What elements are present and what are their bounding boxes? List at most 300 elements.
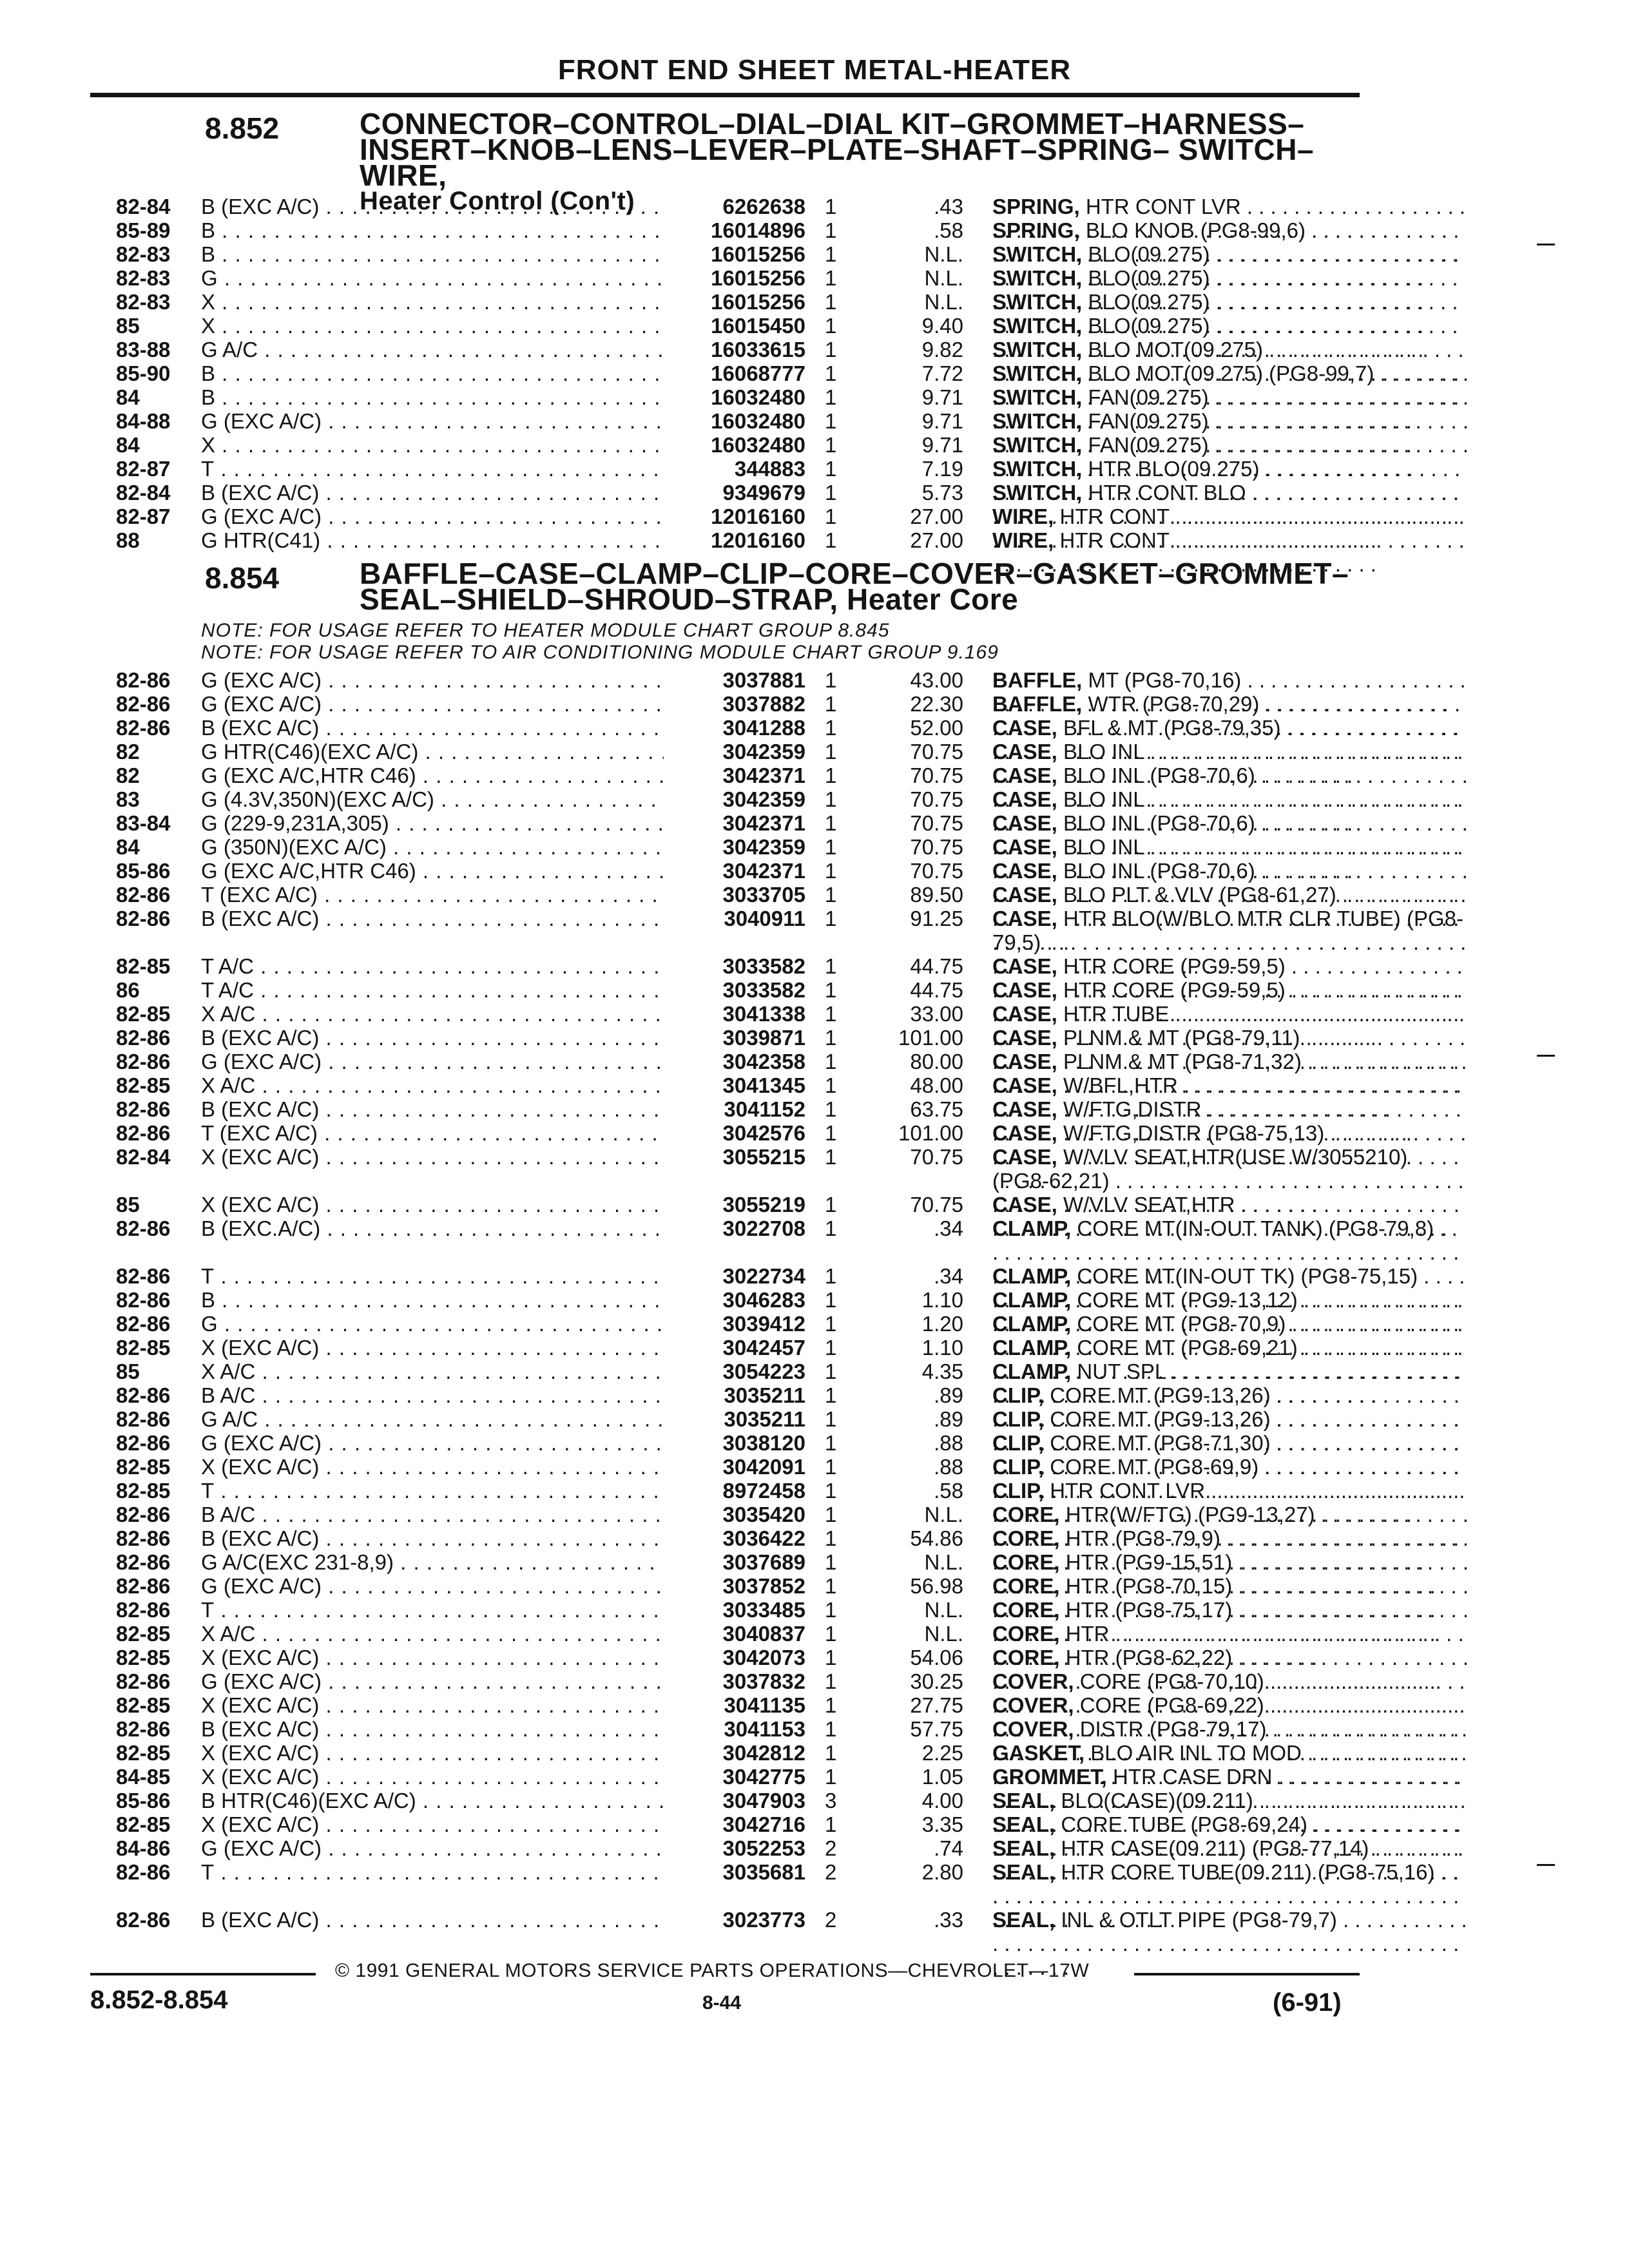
- part-detail: HTR CONT BLO: [1088, 481, 1246, 505]
- table-row: [116, 1765, 1353, 1789]
- model-years: 82-85: [116, 1812, 171, 1836]
- application: X A/C . . .: [201, 1622, 671, 1646]
- price: 89.50: [910, 883, 963, 907]
- price: 44.75: [910, 978, 963, 1002]
- part-detail: HTR CASE(09.211) (PG8-77,14): [1061, 1836, 1369, 1860]
- part-name: CLIP,: [992, 1407, 1045, 1431]
- part-detail: BLO(09.275): [1088, 242, 1210, 266]
- application: X (EXC A/C) . . .: [201, 1455, 671, 1479]
- application: G (EXC A/C) . . .: [201, 1431, 671, 1455]
- table-row: [116, 835, 1353, 859]
- quantity: 1: [825, 290, 837, 314]
- part-name: SWITCH,: [992, 290, 1083, 314]
- application: B (EXC A/C) . . .: [201, 1526, 671, 1550]
- part-name: COVER,: [992, 1717, 1074, 1741]
- part-detail: HTR (PG8-62,22): [1065, 1646, 1233, 1669]
- part-detail: CORE MT (PG9-13,26): [1050, 1383, 1271, 1407]
- price: 56.98: [910, 1574, 963, 1598]
- quantity: 1: [825, 1312, 837, 1336]
- table-row: [116, 1550, 1353, 1574]
- part-number: 3042358: [664, 1050, 805, 1073]
- model-years: 84-85: [116, 1765, 171, 1789]
- part-detail: MT (PG8-70,16): [1088, 668, 1242, 692]
- part-name: SWITCH,: [992, 457, 1083, 481]
- part-name: WIRE,: [992, 505, 1054, 528]
- part-detail: BLO INL: [1063, 835, 1144, 859]
- application: X (EXC A/C) . . .: [201, 1812, 671, 1836]
- application: X (EXC A/C) . . .: [201, 1646, 671, 1669]
- price: 101.00: [898, 1121, 963, 1145]
- part-number: 3042359: [664, 835, 805, 859]
- quantity: 1: [825, 314, 837, 338]
- table-row: [116, 1121, 1353, 1145]
- part-name: CASE,: [992, 1145, 1057, 1169]
- part-name: WIRE,: [992, 528, 1054, 552]
- model-years: 82-85: [116, 1646, 171, 1669]
- table-row: [116, 1193, 1353, 1216]
- table-row: [116, 338, 1353, 361]
- table-row: [116, 1002, 1353, 1026]
- application: X (EXC A/C) . . .: [201, 1693, 671, 1717]
- quantity: 2: [825, 1908, 837, 1932]
- part-detail: INL & OTLT PIPE (PG8-79,7): [1061, 1908, 1337, 1932]
- price: 9.71: [921, 409, 963, 433]
- part-name: CLIP,: [992, 1383, 1045, 1407]
- application: G A/C(EXC 231-8,9) . . .: [201, 1550, 671, 1574]
- part-number: 3035211: [664, 1407, 805, 1431]
- price: .88: [934, 1455, 963, 1479]
- part-detail: HTR CONT: [1059, 528, 1170, 552]
- application: X (EXC A/C) . . .: [201, 1765, 671, 1789]
- price: .89: [934, 1383, 963, 1407]
- table-row: [116, 1097, 1353, 1121]
- price: 1.10: [921, 1288, 963, 1312]
- part-name: GASKET,: [992, 1741, 1085, 1765]
- quantity: 1: [825, 1526, 837, 1550]
- part-name: CORE,: [992, 1503, 1060, 1526]
- table-row: [116, 1646, 1353, 1669]
- part-detail: BLO INL: [1063, 787, 1144, 811]
- quantity: 1: [825, 1598, 837, 1622]
- part-detail: CORE (PG8-69,22): [1079, 1693, 1264, 1717]
- part-detail: HTR CORE TUBE(09.211) (PG8-75,16): [1061, 1860, 1435, 1884]
- part-detail: WTR (PG8-70,29): [1088, 692, 1260, 716]
- part-detail: BLO MOT(09.275) (PG8-99,7): [1088, 361, 1374, 385]
- part-number: 12016160: [664, 505, 805, 528]
- part-detail: BLO AIR INL TO MOD: [1090, 1741, 1302, 1765]
- part-detail: PLNM & MT (PG8-71,32): [1063, 1050, 1302, 1073]
- model-years: 82-86: [116, 1216, 171, 1240]
- part-detail: HTR: [1065, 1622, 1110, 1646]
- part-detail: HTR BLO(W/BLO MTR CLR TUBE) (PG8-79,5): [992, 907, 1463, 954]
- model-years: 82-86: [116, 1407, 171, 1431]
- part-number: 3041153: [664, 1717, 805, 1741]
- model-years: 82-84: [116, 195, 171, 218]
- model-years: 82-86: [116, 1598, 171, 1622]
- part-number: 3047903: [664, 1789, 805, 1812]
- part-detail: BLO KNOB (PG8-99,6): [1085, 218, 1306, 242]
- application: G (EXC A/C,HTR C46) . . .: [201, 859, 671, 883]
- section-subheading: Heater Control (Con't): [360, 187, 635, 215]
- application: X . . .: [201, 290, 671, 314]
- part-number: 3042716: [664, 1812, 805, 1836]
- part-number: 3022708: [664, 1216, 805, 1240]
- quantity: 1: [825, 195, 837, 218]
- part-number: 3033582: [664, 978, 805, 1002]
- price: N.L.: [924, 242, 963, 266]
- part-name: BAFFLE,: [992, 668, 1083, 692]
- application: T . . .: [201, 457, 671, 481]
- part-name: CASE,: [992, 883, 1057, 907]
- quantity: 1: [825, 1288, 837, 1312]
- part-number: 3041288: [664, 716, 805, 740]
- part-number: 3033705: [664, 883, 805, 907]
- price: 4.35: [921, 1360, 963, 1383]
- model-years: 82-86: [116, 1383, 171, 1407]
- quantity: 1: [825, 1455, 837, 1479]
- application: T A/C . . .: [201, 954, 671, 978]
- model-years: 82-84: [116, 1145, 171, 1169]
- table-row: [116, 1312, 1353, 1336]
- table-row: [116, 433, 1353, 457]
- heading-line: SEAL–SHIELD–SHROUD–STRAP, Heater Core: [360, 582, 1019, 616]
- quantity: 1: [825, 1550, 837, 1574]
- quantity: 1: [825, 266, 837, 290]
- model-years: 82-86: [116, 692, 171, 716]
- quantity: 1: [825, 716, 837, 740]
- part-name: CLAMP,: [992, 1216, 1072, 1240]
- quantity: 1: [825, 1121, 837, 1145]
- price: 44.75: [910, 954, 963, 978]
- application: G (EXC A/C) . . .: [201, 1050, 671, 1073]
- part-name: SWITCH,: [992, 433, 1083, 457]
- price: 3.35: [921, 1812, 963, 1836]
- quantity: 3: [825, 1789, 837, 1812]
- quantity: 1: [825, 787, 837, 811]
- model-years: 82-86: [116, 1121, 171, 1145]
- part-number: 8972458: [664, 1479, 805, 1503]
- model-years: 82-87: [116, 457, 171, 481]
- table-row: [116, 1431, 1353, 1455]
- part-detail: CORE MT (PG8-70,9): [1077, 1312, 1286, 1336]
- part-name: CLIP,: [992, 1455, 1045, 1479]
- table-row: [116, 1455, 1353, 1479]
- part-name: CASE,: [992, 859, 1057, 883]
- heading-line: INSERT–KNOB–LENS–LEVER–PLATE–SHAFT–SPRING– SWITCH–WIRE,: [360, 133, 1315, 192]
- price: 70.75: [910, 764, 963, 787]
- part-name: CLAMP,: [992, 1312, 1072, 1336]
- part-number: 3055215: [664, 1145, 805, 1169]
- price: 2.80: [921, 1860, 963, 1884]
- quantity: 1: [825, 1503, 837, 1526]
- model-years: 82-86: [116, 907, 171, 930]
- price: 1.20: [921, 1312, 963, 1336]
- part-name: CLAMP,: [992, 1360, 1072, 1383]
- table-row: [116, 1622, 1353, 1646]
- table-row: [116, 1693, 1353, 1717]
- table-row: [116, 1216, 1434, 1264]
- part-number: 3042371: [664, 811, 805, 835]
- part-name: SWITCH,: [992, 361, 1083, 385]
- application: G (EXC A/C) . . .: [201, 692, 671, 716]
- table-row: [116, 692, 1353, 716]
- table-row: [116, 481, 1353, 505]
- table-row: [116, 978, 1353, 1002]
- table-row: [116, 1598, 1353, 1622]
- model-years: 82-86: [116, 1264, 171, 1288]
- part-number: 3042371: [664, 859, 805, 883]
- price: 27.00: [910, 528, 963, 552]
- table-row: [116, 1050, 1353, 1073]
- page-number: 8-44: [702, 1992, 742, 2013]
- quantity: 2: [825, 1836, 837, 1860]
- part-number: 3052253: [664, 1836, 805, 1860]
- application: B A/C . . .: [201, 1503, 671, 1526]
- part-detail: CORE MT (PG8-69,21): [1077, 1336, 1298, 1360]
- table-row: [116, 1836, 1369, 1860]
- quantity: 1: [825, 1145, 837, 1169]
- part-detail: HTR CONT: [1059, 505, 1170, 528]
- quantity: 1: [825, 692, 837, 716]
- part-number: 9349679: [664, 481, 805, 505]
- part-detail: NUT SPL: [1077, 1360, 1166, 1383]
- part-number: 16032480: [664, 385, 805, 409]
- part-name: CORE,: [992, 1550, 1060, 1574]
- part-name: SEAL,: [992, 1860, 1055, 1884]
- part-number: 3040911: [664, 907, 805, 930]
- price: 48.00: [910, 1073, 963, 1097]
- application: G (4.3V,350N)(EXC A/C) . . .: [201, 787, 671, 811]
- price: .58: [934, 1479, 963, 1503]
- model-years: 82-85: [116, 1336, 171, 1360]
- price: 54.06: [910, 1646, 963, 1669]
- quantity: 1: [825, 242, 837, 266]
- part-name: SWITCH,: [992, 385, 1083, 409]
- application: B (EXC A/C) . . .: [201, 195, 671, 218]
- model-years: 82-86: [116, 1669, 171, 1693]
- part-detail: CORE MT (PG9-13,12): [1077, 1288, 1298, 1312]
- part-number: 3042576: [664, 1121, 805, 1145]
- model-years: 82-85: [116, 954, 171, 978]
- part-name: CASE,: [992, 764, 1057, 787]
- price: 9.82: [921, 338, 963, 361]
- part-number: 3037689: [664, 1550, 805, 1574]
- price: .89: [934, 1407, 963, 1431]
- quantity: 1: [825, 1097, 837, 1121]
- part-detail: BLO(09.275): [1088, 266, 1210, 290]
- part-detail: BLO(CASE)(09.211): [1061, 1789, 1253, 1812]
- model-years: 85: [116, 1193, 140, 1216]
- part-name: CASE,: [992, 740, 1057, 764]
- application: B . . .: [201, 385, 671, 409]
- quantity: 1: [825, 764, 837, 787]
- part-number: 12016160: [664, 528, 805, 552]
- quantity: 1: [825, 505, 837, 528]
- part-number: 3036422: [664, 1526, 805, 1550]
- table-row: [116, 1812, 1353, 1836]
- model-years: 82-84: [116, 481, 171, 505]
- application: B (EXC A/C) . . .: [201, 1717, 671, 1741]
- model-years: 82-86: [116, 1431, 171, 1455]
- footer-rule: [1134, 1973, 1360, 1975]
- application: B HTR(C46)(EXC A/C) . . .: [201, 1789, 671, 1812]
- part-detail: BLO PLT & VLV (PG8-61,27): [1063, 883, 1336, 907]
- price: 52.00: [910, 716, 963, 740]
- part-number: 3041135: [664, 1693, 805, 1717]
- application: G (EXC A/C) . . .: [201, 409, 671, 433]
- table-row: [116, 1669, 1353, 1693]
- part-detail: DISTR (PG8-79,17): [1079, 1717, 1267, 1741]
- part-name: CLAMP,: [992, 1288, 1072, 1312]
- table-row: [116, 290, 1353, 314]
- part-number: 6262638: [664, 195, 805, 218]
- part-number: 3037882: [664, 692, 805, 716]
- part-detail: HTR (PG8-70,15): [1065, 1574, 1233, 1598]
- part-detail: CORE MT(IN-OUT TK) (PG8-75,15): [1077, 1264, 1418, 1288]
- quantity: 1: [825, 433, 837, 457]
- quantity: 1: [825, 1193, 837, 1216]
- model-years: 82-83: [116, 290, 171, 314]
- application: X (EXC A/C) . . .: [201, 1193, 671, 1216]
- table-row: [116, 811, 1353, 835]
- part-detail: HTR(W/FTG) (PG9-13,27): [1065, 1503, 1315, 1526]
- part-name: SWITCH,: [992, 338, 1083, 361]
- price: 70.75: [910, 835, 963, 859]
- part-detail: BLO INL (PG8-70,6): [1063, 764, 1255, 787]
- part-detail: CORE MT(IN-OUT TANK) (PG8-79,8): [1077, 1216, 1434, 1240]
- model-years: 83-88: [116, 338, 171, 361]
- price: N.L.: [924, 1550, 963, 1574]
- model-years: 83: [116, 787, 140, 811]
- part-name: SEAL,: [992, 1908, 1055, 1932]
- table-row: [116, 1789, 1353, 1812]
- table-row: [116, 1288, 1353, 1312]
- application: X . . .: [201, 314, 671, 338]
- quantity: 2: [825, 1860, 837, 1884]
- part-detail: BLO INL: [1063, 740, 1144, 764]
- copyright: © 1991 GENERAL MOTORS SERVICE PARTS OPERATIONS—CHEVROLET—17W: [335, 1960, 1090, 1981]
- part-number: 3041345: [664, 1073, 805, 1097]
- model-years: 88: [116, 528, 140, 552]
- quantity: 1: [825, 954, 837, 978]
- model-years: 82-87: [116, 505, 171, 528]
- price: N.L.: [924, 1598, 963, 1622]
- table-row: [116, 907, 1463, 954]
- application: T A/C . . .: [201, 978, 671, 1002]
- quantity: 1: [825, 1693, 837, 1717]
- quantity: 1: [825, 1812, 837, 1836]
- part-detail: PLNM & MT (PG8-79,11): [1063, 1026, 1300, 1050]
- part-number: 3035211: [664, 1383, 805, 1407]
- part-name: CASE,: [992, 835, 1057, 859]
- part-detail: HTR (PG9-15,51): [1065, 1550, 1233, 1574]
- part-name: CASE,: [992, 1050, 1057, 1073]
- part-name: CASE,: [992, 1073, 1057, 1097]
- price: 27.00: [910, 505, 963, 528]
- price: 80.00: [910, 1050, 963, 1073]
- part-name: CASE,: [992, 1026, 1057, 1050]
- table-row: [116, 1026, 1353, 1050]
- application: G (EXC A/C) . . .: [201, 668, 671, 692]
- application: B (EXC.A/C) . . .: [201, 1216, 671, 1240]
- model-years: 82-86: [116, 1026, 171, 1050]
- table-row: [116, 1360, 1353, 1383]
- part-number: 3039871: [664, 1026, 805, 1050]
- part-name: CLAMP,: [992, 1264, 1072, 1288]
- quantity: 1: [825, 811, 837, 835]
- application: G (EXC A/C) . . .: [201, 1574, 671, 1598]
- model-years: 84: [116, 835, 140, 859]
- table-row: [116, 266, 1353, 290]
- application: G HTR(C46)(EXC A/C) . . .: [201, 740, 671, 764]
- table-row: [116, 1073, 1353, 1097]
- usage-note: NOTE: FOR USAGE REFER TO HEATER MODULE CHART GROUP 8.845: [201, 620, 890, 641]
- part-detail: W/VLV SEAT,HTR(USE W/3055210) (PG8-62,21): [992, 1145, 1408, 1193]
- quantity: 1: [825, 740, 837, 764]
- price: 57.75: [910, 1717, 963, 1741]
- table-row: [116, 1383, 1353, 1407]
- price: 54.86: [910, 1526, 963, 1550]
- model-years: 82-85: [116, 1002, 171, 1026]
- application: B . . .: [201, 242, 671, 266]
- price: N.L.: [924, 266, 963, 290]
- price: .74: [934, 1836, 963, 1860]
- quantity: 1: [825, 883, 837, 907]
- table-row: [116, 1503, 1353, 1526]
- quantity: 1: [825, 1360, 837, 1383]
- part-detail: HTR CASE DRN: [1113, 1765, 1273, 1789]
- model-years: 82-86: [116, 716, 171, 740]
- model-years: 82-86: [116, 883, 171, 907]
- part-detail: BLO(09.275): [1088, 314, 1210, 338]
- application: B . . .: [201, 1288, 671, 1312]
- quantity: 1: [825, 457, 837, 481]
- price: 1.05: [921, 1765, 963, 1789]
- application: G HTR(C41) . . .: [201, 528, 671, 552]
- part-name: CASE,: [992, 1121, 1057, 1145]
- part-name: CORE,: [992, 1598, 1060, 1622]
- application: B A/C . . .: [201, 1383, 671, 1407]
- quantity: 1: [825, 1717, 837, 1741]
- quantity: 1: [825, 1073, 837, 1097]
- part-number: 3039412: [664, 1312, 805, 1336]
- heading-line: CONNECTOR–CONTROL–DIAL–DIAL KIT–GROMMET–HARNESS–: [360, 107, 1305, 140]
- application: T (EXC A/C) . . .: [201, 883, 671, 907]
- quantity: 1: [825, 1026, 837, 1050]
- part-detail: W/BFL,HTR: [1063, 1073, 1178, 1097]
- footer-section-range: 8.852-8.854: [90, 1986, 228, 2014]
- application: B (EXC A/C) . . .: [201, 907, 671, 930]
- quantity: 1: [825, 835, 837, 859]
- model-years: 86: [116, 978, 140, 1002]
- part-detail: BLO INL (PG8-70,6): [1063, 859, 1255, 883]
- application: G A/C . . .: [201, 338, 671, 361]
- quantity: 1: [825, 338, 837, 361]
- quantity: 1: [825, 1407, 837, 1431]
- part-number: 3046283: [664, 1288, 805, 1312]
- quantity: 1: [825, 528, 837, 552]
- part-name: SWITCH,: [992, 481, 1083, 505]
- part-detail: HTR (PG8-75,17): [1065, 1598, 1233, 1622]
- part-name: SWITCH,: [992, 242, 1083, 266]
- model-years: 82-83: [116, 242, 171, 266]
- price: 70.75: [910, 859, 963, 883]
- quantity: 1: [825, 1336, 837, 1360]
- part-name: CLIP,: [992, 1431, 1045, 1455]
- application: G . . .: [201, 1312, 671, 1336]
- price: 7.72: [921, 361, 963, 385]
- price: .43: [934, 195, 963, 218]
